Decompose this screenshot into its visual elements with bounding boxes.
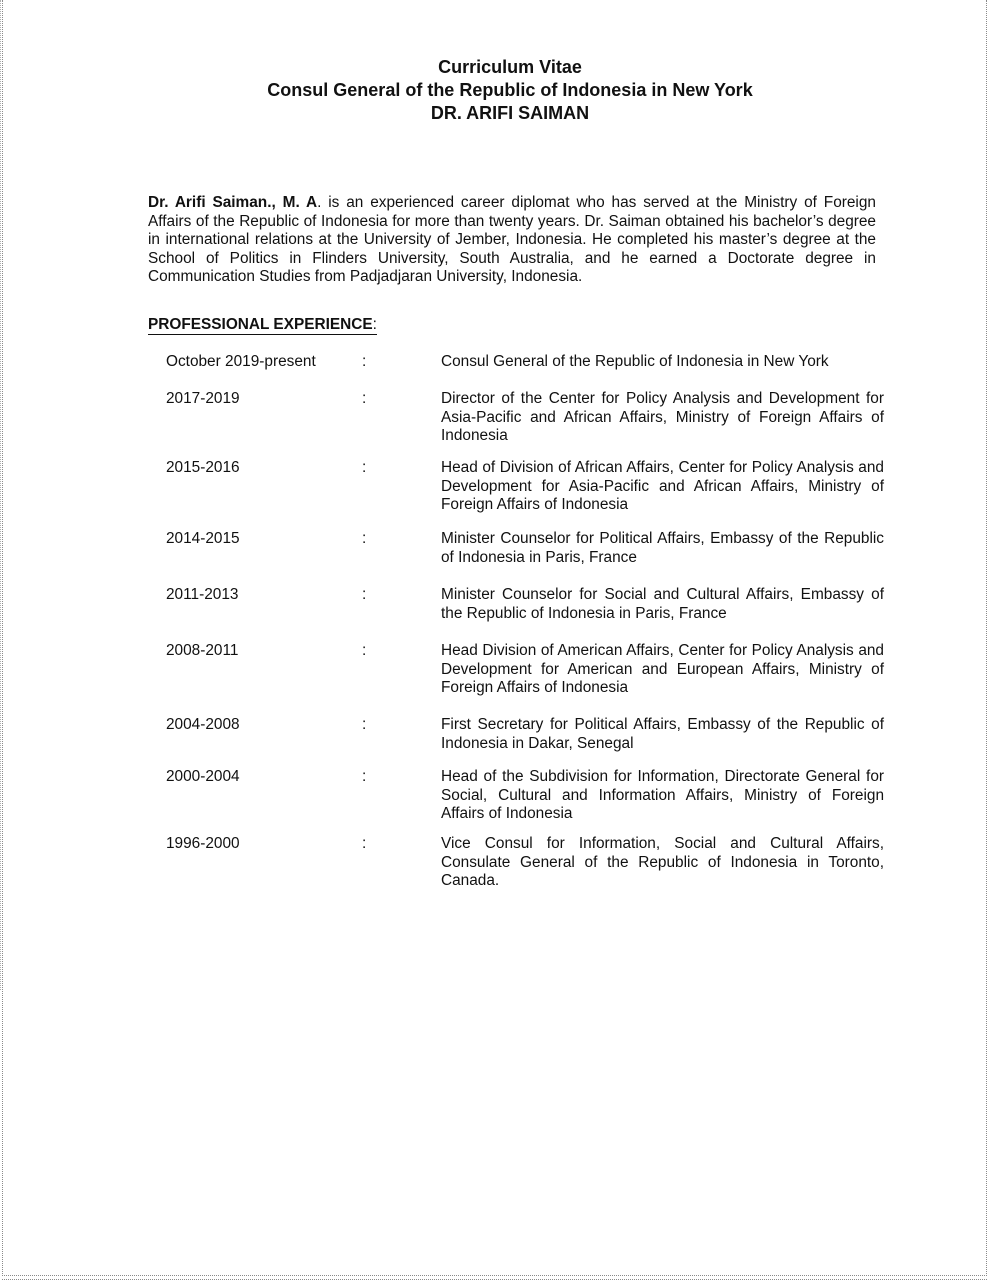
experience-role: Director of the Center for Policy Analysis and Development for Asia-Pacific and African Affairs, Ministry of Foreign Affairs of Indonesia xyxy=(441,390,884,445)
section-heading-label: PROFESSIONAL EXPERIENCE xyxy=(148,316,373,333)
experience-separator: : xyxy=(362,586,367,603)
experience-period: 2011-2013 xyxy=(166,586,239,603)
experience-period: 1996-2000 xyxy=(166,835,240,852)
experience-role: Minister Counselor for Social and Cultural Affairs, Embassy of the Republic of Indonesia in Paris, France xyxy=(441,586,884,622)
biography-name: Dr. Arifi Saiman., M. A xyxy=(148,194,318,211)
biography-paragraph xyxy=(148,194,876,287)
section-heading-colon: : xyxy=(372,316,377,333)
experience-period: 2004-2008 xyxy=(166,716,240,733)
experience-period: 2015-2016 xyxy=(166,459,240,476)
page-frame xyxy=(2,0,987,1276)
experience-period: October 2019-present xyxy=(166,353,316,370)
experience-role: Head of Division of African Affairs, Center for Policy Analysis and Development for Asia-Pacific and African Affairs, Ministry of Foreign Affairs of Indonesia xyxy=(441,459,884,514)
page-edge-marker xyxy=(0,0,3,990)
experience-separator: : xyxy=(362,768,367,785)
experience-role: Head of the Subdivision for Information, Directorate General for Social, Cultural and Information Affairs, Ministry of Foreign Affairs of Indonesia xyxy=(441,768,884,823)
experience-period: 2000-2004 xyxy=(166,768,240,785)
person-name-heading: DR. ARIFI SAIMAN xyxy=(430,103,590,123)
experience-separator: : xyxy=(362,353,367,370)
document-title: Curriculum Vitae xyxy=(438,57,582,77)
experience-separator: : xyxy=(362,390,367,407)
biography-text: . is an experienced career diplomat who has served at the Ministry of Foreign Affairs of the Republic of Indonesia for more than twenty years. Dr. Saiman obtained his bachelor’s degree in international relations at the University of Jember, Indonesia. He completed his master’s degree at the School of Politics in Flinders University, South Australia, and he earned a Doctorate degree in Communication Studies from Padjadjaran University, Indonesia. xyxy=(148,194,876,286)
experience-role: First Secretary for Political Affairs, Embassy of the Republic of Indonesia in Dakar, Senegal xyxy=(441,716,884,752)
experience-separator: : xyxy=(362,716,367,733)
experience-role: Minister Counselor for Political Affairs, Embassy of the Republic of Indonesia in Paris, France xyxy=(441,530,884,566)
experience-role: Vice Consul for Information, Social and Cultural Affairs, Consulate General of the Republic of Indonesia in Toronto, Canada. xyxy=(441,835,884,890)
experience-separator: : xyxy=(362,530,367,547)
section-heading-experience xyxy=(148,316,377,335)
experience-separator: : xyxy=(362,835,367,852)
experience-role: Consul General of the Republic of Indonesia in New York xyxy=(441,353,829,370)
experience-separator: : xyxy=(362,642,367,659)
experience-period: 2008-2011 xyxy=(166,642,239,659)
document-header xyxy=(0,56,991,125)
experience-period: 2017-2019 xyxy=(166,390,240,407)
experience-separator: : xyxy=(362,459,367,476)
document-subtitle: Consul General of the Republic of Indonesia in New York xyxy=(267,80,753,100)
experience-period: 2014-2015 xyxy=(166,530,240,547)
experience-role: Head Division of American Affairs, Center for Policy Analysis and Development for American and European Affairs, Ministry of Foreign Affairs of Indonesia xyxy=(441,642,884,697)
